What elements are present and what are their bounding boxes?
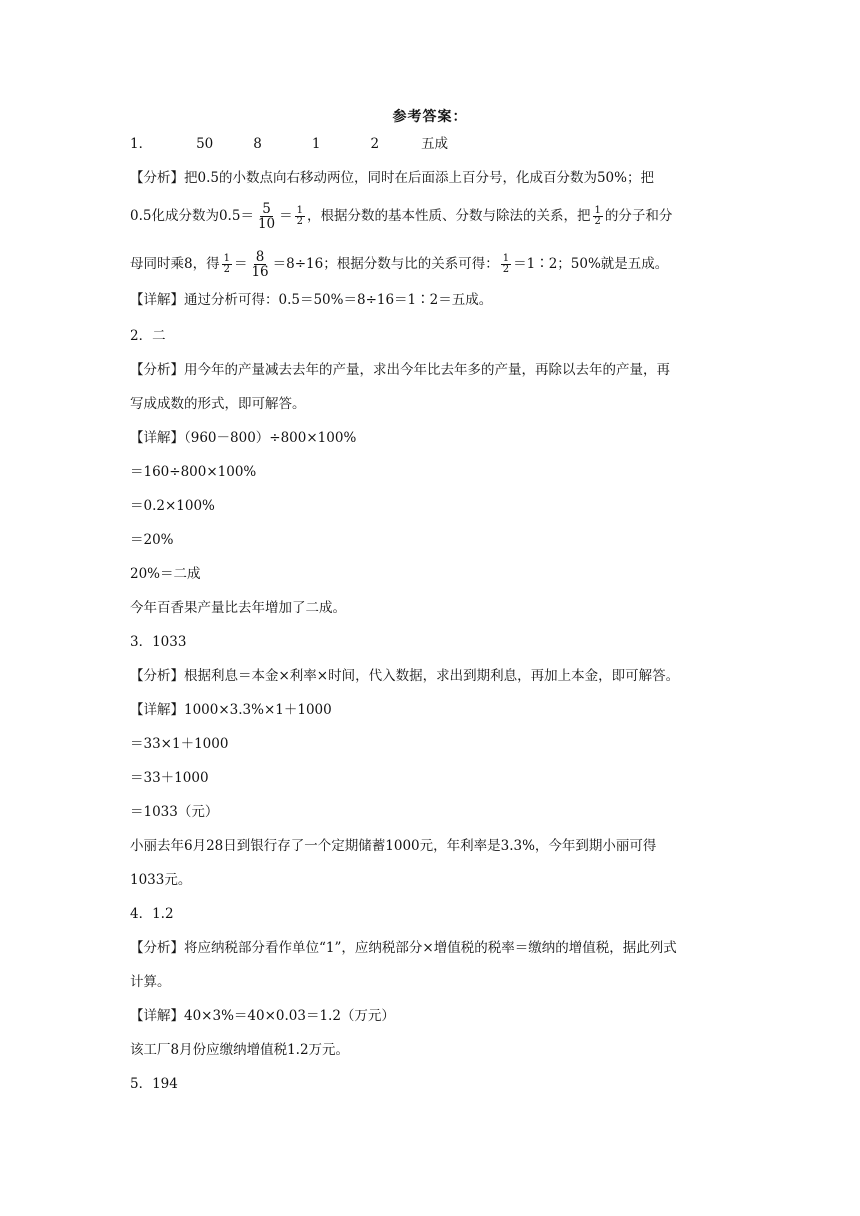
fraction-numerator: 5: [262, 201, 271, 217]
q3-detail-line-2: ＝33×1＋1000: [130, 736, 229, 752]
fraction-denominator: 2: [502, 264, 510, 276]
q2-detail-line-3: ＝0.2×100%: [130, 498, 215, 514]
page-title: 参考答案：: [392, 109, 468, 125]
q3-detail-line-4: ＝1033（元）: [130, 804, 219, 820]
fraction-denominator: 2: [296, 216, 304, 228]
q1-answer-1: 50: [196, 136, 214, 152]
q3-detail-line-3: ＝33＋1000: [130, 770, 209, 786]
q4-detail-line-2: 该工厂8月份应缴纳增值税1.2万元。: [130, 1042, 350, 1058]
analysis-label: 【分析】: [130, 170, 184, 186]
q1-detail-text: 通过分析可得：0.5＝50%＝8÷16＝1∶2＝五成。: [184, 292, 493, 308]
q2-detail-text-1: （960－800）÷800×100%: [184, 430, 357, 446]
q1-analysis-text-3c: ＝1∶2；50%就是五成。: [513, 256, 669, 273]
q2-detail-line-6: 今年百香果产量比去年增加了二成。: [130, 600, 346, 616]
q4-answer-line: 4．1.2: [130, 906, 174, 922]
q1-detail-line: [130, 290, 750, 310]
q5-answer-line: 5．194: [130, 1076, 178, 1092]
q3-analysis-text-1: 根据利息＝本金×利率×时间，代入数据，求出到期利息，再加上本金，即可解答。: [184, 668, 680, 684]
fraction-8-16: [249, 250, 270, 279]
q1-answer-line: [130, 134, 750, 154]
q2-analysis-line-1: [130, 360, 750, 380]
q3-analysis-line-1: [130, 666, 750, 686]
q4-analysis-line-1: [130, 938, 750, 958]
q1-answer-3: 1: [311, 136, 321, 152]
fraction-one-half: [222, 254, 232, 276]
q2-detail-line-4: ＝20%: [130, 532, 174, 548]
q1-analysis-text-2c: 的分子和分: [604, 208, 673, 225]
q2-answer-line: 2．二: [130, 328, 166, 344]
fraction-denominator: 10: [257, 216, 276, 233]
analysis-label: 【分析】: [130, 362, 184, 378]
q3-detail-line-6: 1033元。: [130, 872, 192, 888]
fraction-numerator: 1: [296, 204, 304, 216]
fraction-one-half: [593, 206, 603, 228]
q4-analysis-line-2: 计算。: [130, 974, 171, 990]
fraction-denominator: 16: [251, 264, 269, 281]
q4-analysis-text-1: 将应纳税部分看作单位“1”，应纳税部分×增值税的税率＝缴纳的增值税，据此列式: [184, 940, 677, 956]
q4-detail-line-1: [130, 1006, 750, 1026]
q1-answer-5: 五成: [421, 136, 449, 152]
q1-analysis-line-3: [130, 250, 750, 279]
q2-detail-line-2: ＝160÷800×100%: [130, 464, 257, 480]
q1-analysis-text-2a: 0.5化成分数为0.5＝: [130, 208, 254, 225]
fraction-5-10: [256, 202, 277, 231]
fraction-numerator: 1: [223, 252, 230, 264]
fraction-one-half: [501, 254, 511, 276]
analysis-label: 【分析】: [130, 668, 184, 684]
q3-detail-line-1: [130, 700, 750, 720]
detail-label: 【详解】: [130, 292, 184, 308]
fraction-numerator: 1: [594, 204, 601, 216]
equals-sign: ＝: [233, 256, 248, 273]
q1-answer-4: 2: [370, 136, 380, 152]
q1-analysis-text-3a: 母同时乘8，得: [130, 256, 220, 273]
fraction-numerator: 1: [502, 252, 510, 264]
q2-analysis-line-2: 写成成数的形式，即可解答。: [130, 396, 306, 412]
q2-detail-line-5: 20%＝二成: [130, 566, 201, 582]
q2-analysis-text-1: 用今年的产量减去去年的产量，求出今年比去年多的产量，再除以去年的产量，再: [184, 362, 670, 378]
fraction-numerator: 8: [255, 249, 265, 265]
detail-label: 【详解】: [130, 430, 184, 446]
q1-analysis-text-3b: ＝8÷16；根据分数与比的关系可得：: [272, 256, 499, 273]
detail-label: 【详解】: [130, 1008, 184, 1024]
fraction-denominator: 2: [223, 264, 230, 276]
q1-analysis-text-1: 把0.5的小数点向右移动两位，同时在后面添上百分号，化成百分数为50%；把: [184, 170, 654, 186]
q1-analysis-line-2: [130, 202, 750, 231]
fraction-denominator: 2: [594, 216, 601, 228]
equals-sign: ＝: [279, 208, 293, 225]
q1-number: 1．: [130, 136, 153, 152]
q3-detail-line-5: 小丽去年6月28日到银行存了一个定期储蓄1000元，年利率是3.3%，今年到期小丽可得: [130, 838, 657, 854]
analysis-label: 【分析】: [130, 940, 184, 956]
q3-answer-line: 3．1033: [130, 634, 187, 650]
q4-detail-text-1: 40×3%＝40×0.03＝1.2（万元）: [184, 1008, 395, 1024]
q1-analysis-text-2b: ，根据分数的基本性质、分数与除法的关系，把: [307, 208, 591, 225]
q1-analysis-line-1: [130, 168, 750, 188]
q2-detail-line-1: [130, 428, 750, 448]
q1-answer-2: 8: [253, 136, 262, 152]
detail-label: 【详解】: [130, 702, 184, 718]
fraction-one-half: [295, 206, 305, 228]
q3-detail-text-1: 1000×3.3%×1＋1000: [184, 702, 332, 718]
